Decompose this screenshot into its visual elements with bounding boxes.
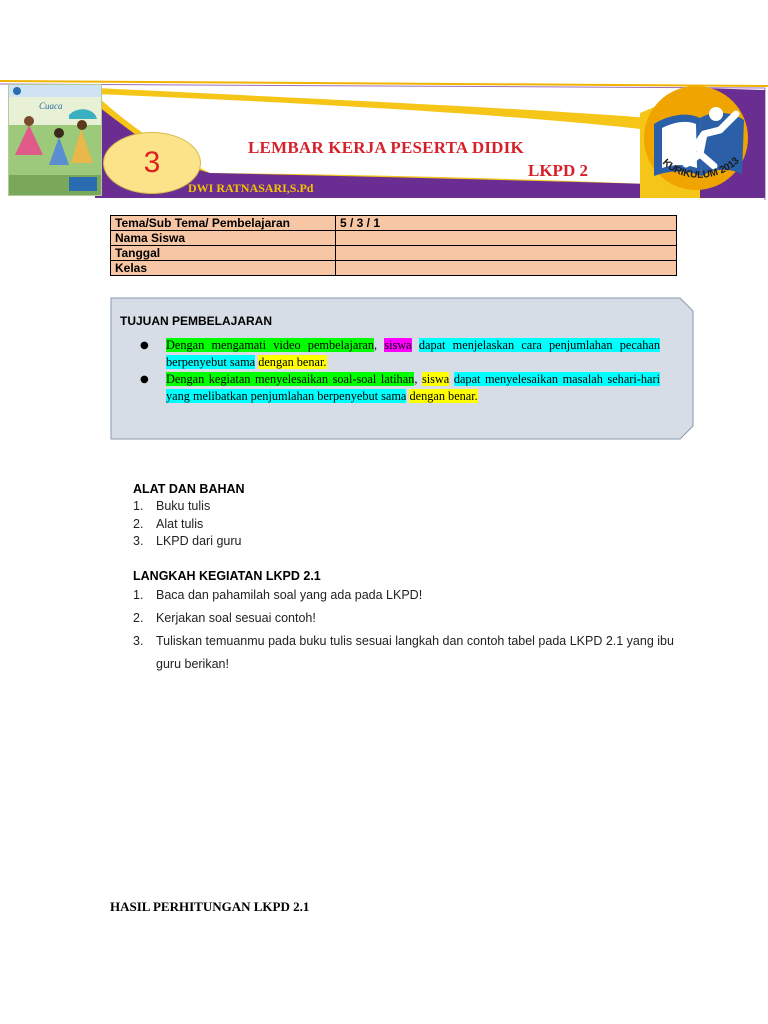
tools-title: ALAT DAN BAHAN <box>133 482 245 496</box>
objective-text: , <box>414 372 422 386</box>
list-item <box>133 584 678 607</box>
item-text: Alat tulis <box>156 516 204 531</box>
table-row <box>111 216 677 231</box>
item-number: 3. <box>133 534 144 548</box>
kurikulum-2013-logo <box>640 84 756 192</box>
book-cover-image <box>8 84 102 196</box>
objective-text: dengan benar. <box>409 389 478 403</box>
objective-text: siswa <box>384 338 412 352</box>
tools-list <box>133 498 241 551</box>
bullet-icon: ● <box>140 374 149 385</box>
result-title: HASIL PERHITUNGAN LKPD 2.1 <box>110 899 310 914</box>
logo-text: KURIKULUM 2013 <box>660 155 742 181</box>
item-number: 2. <box>133 611 144 625</box>
table-row <box>111 231 677 246</box>
list-item <box>136 371 660 405</box>
list-item <box>133 630 678 676</box>
lesson-number-badge: 3 <box>103 132 201 194</box>
header-banner <box>0 78 768 203</box>
row-label: Kelas <box>111 261 336 276</box>
list-item <box>133 607 678 630</box>
row-value <box>336 246 677 261</box>
table-row <box>111 246 677 261</box>
item-number: 1. <box>133 499 144 513</box>
item-number: 1. <box>133 588 144 602</box>
row-value <box>336 261 677 276</box>
page-title: LEMBAR KERJA PESERTA DIDIK <box>248 138 524 157</box>
item-text: Baca dan pahamilah soal yang ada pada LKPD! <box>156 588 423 602</box>
objective-text: dapat menyelesaikan masalah sehari-hari yang melibatkan penjumlahan berpenyebut sama <box>166 372 660 403</box>
objective-text <box>412 338 419 352</box>
row-label: Tanggal <box>111 246 336 261</box>
table-row <box>111 261 677 276</box>
steps-title: LANGKAH KEGIATAN LKPD 2.1 <box>133 569 321 583</box>
row-value <box>336 231 677 246</box>
steps-list <box>133 584 678 676</box>
item-text: Buku tulis <box>156 499 211 513</box>
author-name: DWI RATNASARI,S.Pd <box>188 181 314 195</box>
list-item <box>133 533 241 551</box>
list-item <box>133 516 241 534</box>
list-item <box>136 337 660 371</box>
objectives-title: TUJUAN PEMBELAJARAN <box>120 314 273 328</box>
objective-text: , <box>374 338 385 352</box>
objectives-list <box>136 337 660 405</box>
student-info-table <box>110 215 677 276</box>
list-item <box>133 498 241 516</box>
objective-text: dengan benar. <box>258 355 327 369</box>
page-subtitle: LKPD 2 <box>528 161 588 180</box>
item-text: LKPD dari guru <box>156 534 242 548</box>
item-text: Kerjakan soal sesuai contoh! <box>156 611 316 625</box>
row-value: 5 / 3 / 1 <box>336 216 677 231</box>
row-label: Nama Siswa <box>111 231 336 246</box>
book-cover-title: Cuaca <box>39 101 63 111</box>
bullet-icon: ● <box>140 340 149 351</box>
item-number: 2. <box>133 516 144 531</box>
objective-text: Dengan mengamati video pembelajaran <box>166 338 375 352</box>
objective-text: dapat menjelaskan cara penjumlahan pecahan berpenyebut sama <box>166 338 660 369</box>
learning-objectives-box <box>110 297 694 440</box>
item-text: Tuliskan temuanmu pada buku tulis sesuai langkah dan contoh tabel pada LKPD 2.1 yang ibu guru berikan! <box>156 634 674 671</box>
objective-text: siswa <box>421 372 450 386</box>
item-number: 3. <box>133 634 144 648</box>
objective-text: Dengan kegiatan menyelesaikan soal-soal latihan <box>166 372 415 386</box>
row-label: Tema/Sub Tema/ Pembelajaran <box>111 216 336 231</box>
